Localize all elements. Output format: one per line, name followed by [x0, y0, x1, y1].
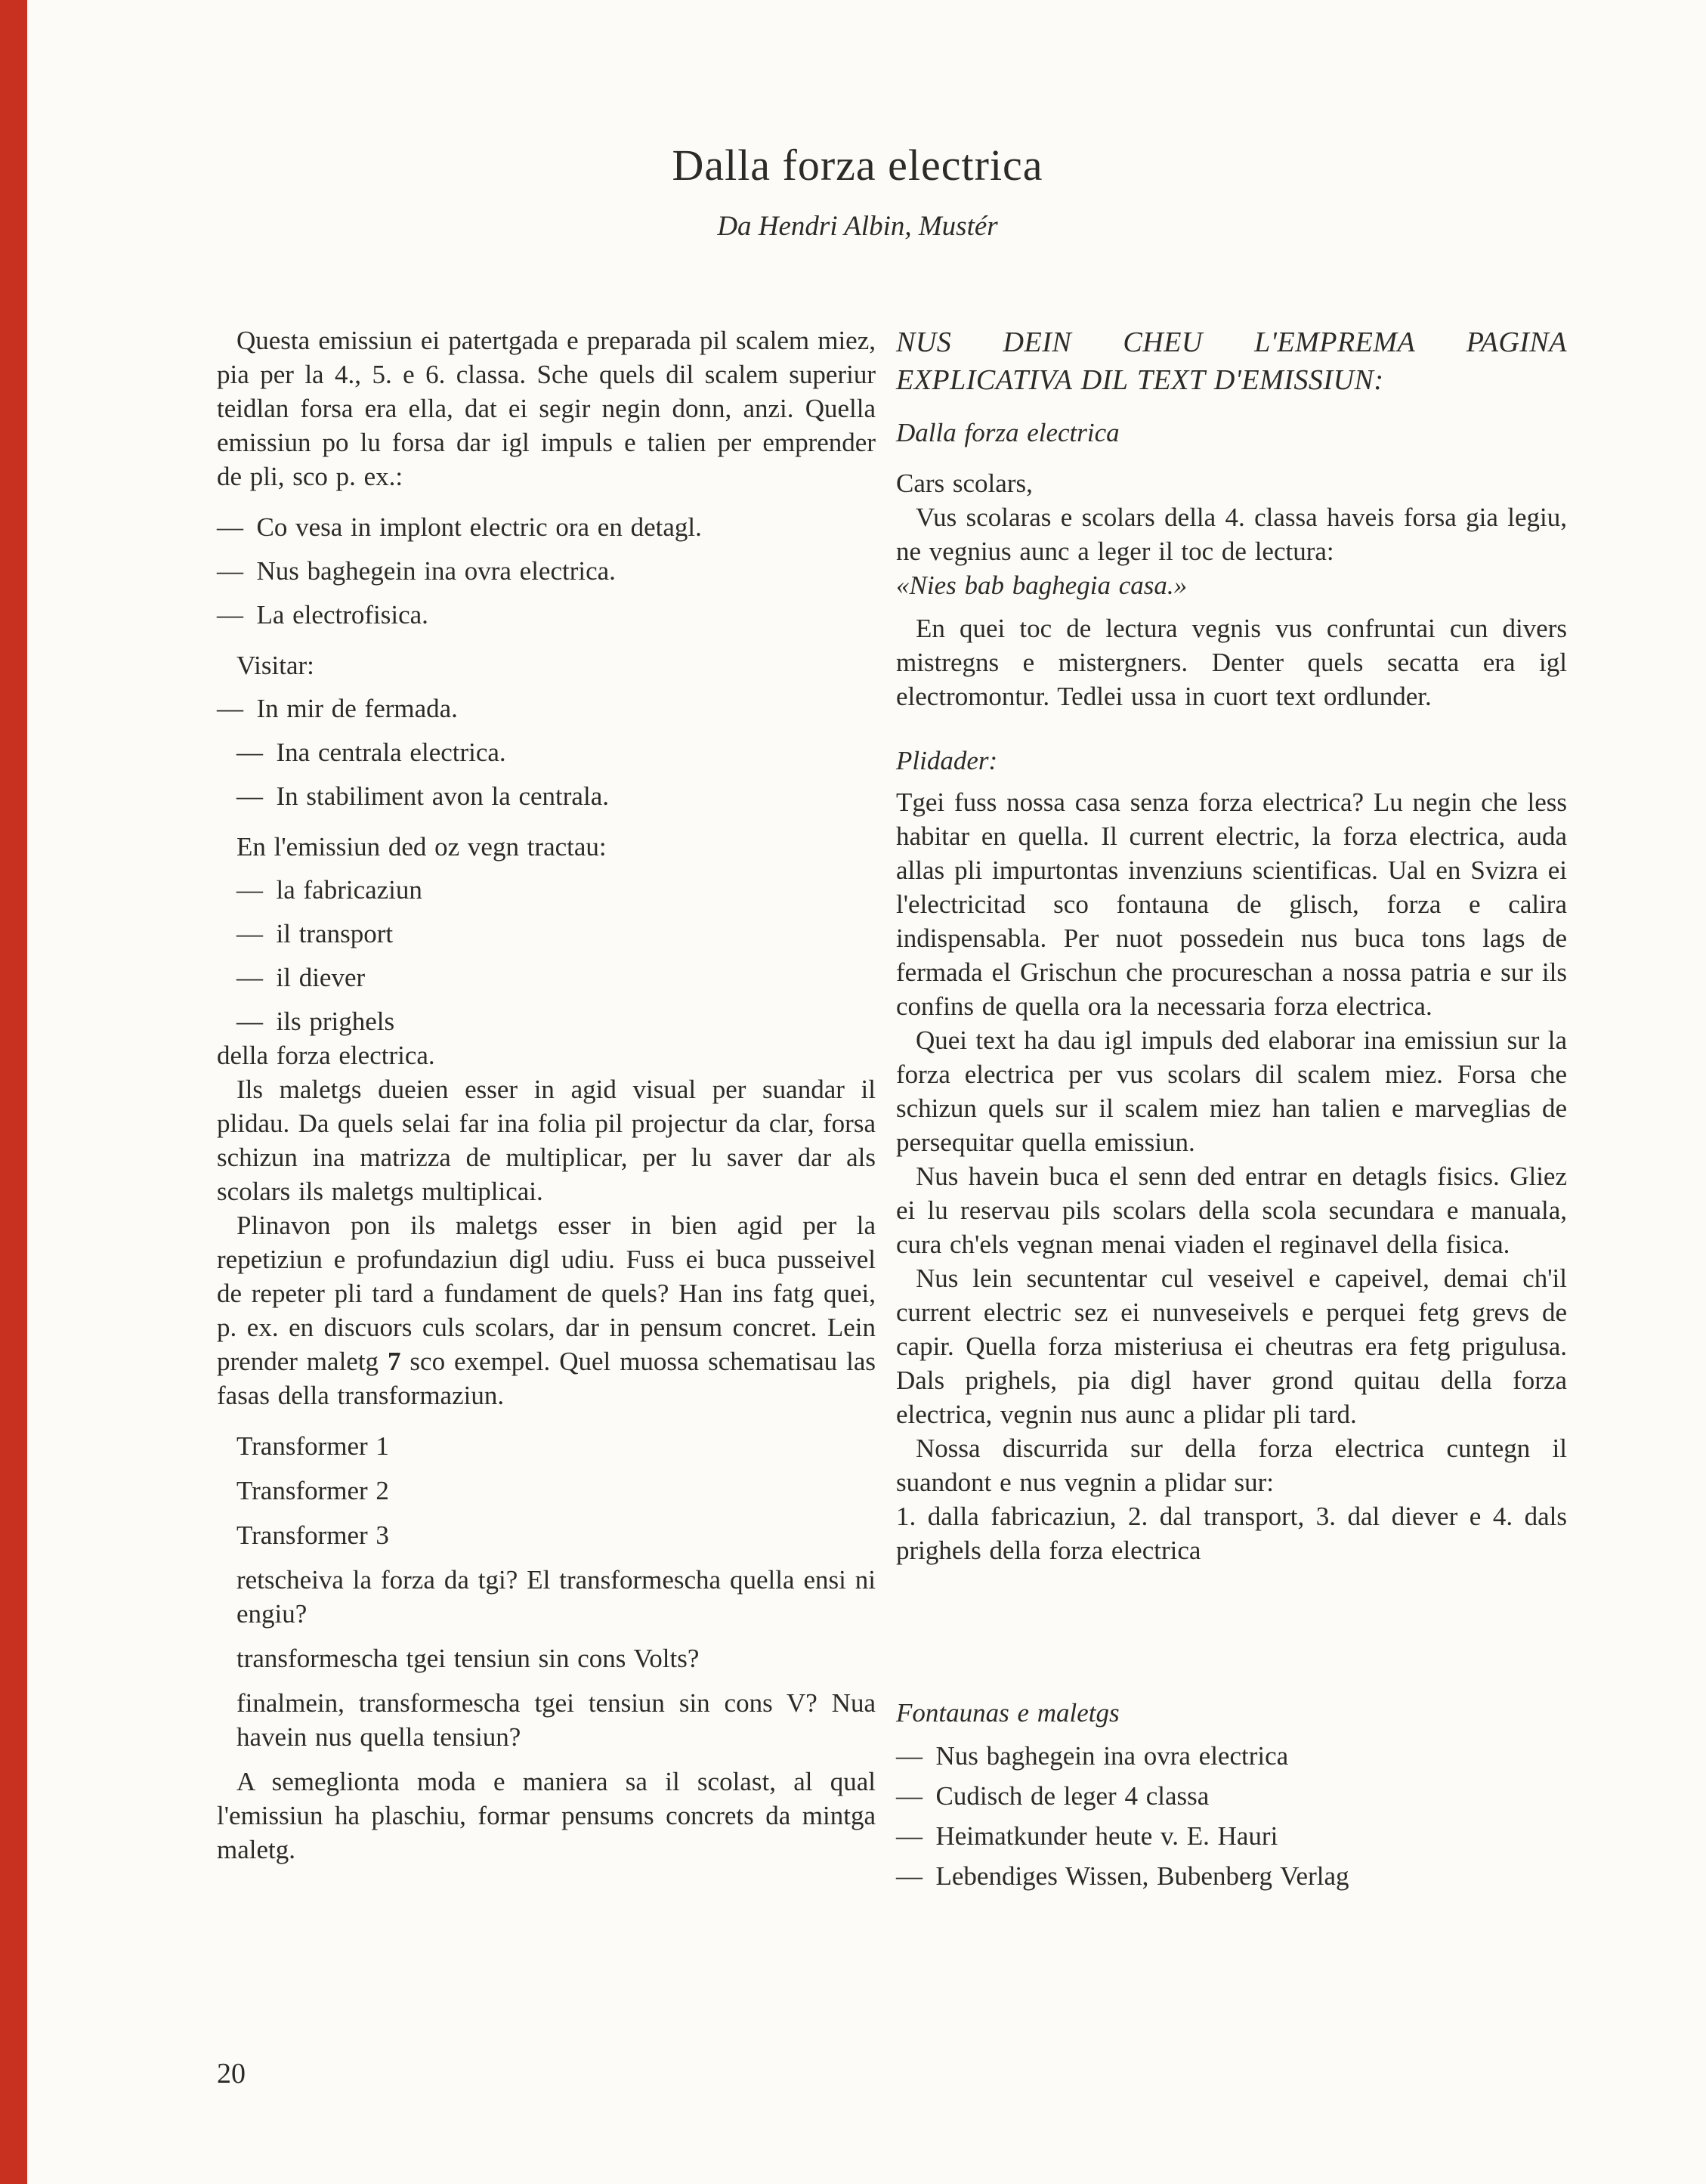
text-run: Transformer 1: [236, 1431, 389, 1461]
text-run: Fontaunas e maletgs: [896, 1698, 1120, 1728]
text-run: — Nus baghegein ina ovra electrica: [896, 1741, 1289, 1771]
text-run: — Cudisch de leger 4 classa: [896, 1781, 1210, 1811]
dash-item: [236, 735, 876, 769]
text-run: Plidader:: [896, 746, 998, 775]
salutation: [896, 466, 1567, 500]
text-run: finalmein, transformescha tgei tensiun sin cons V? Nua havein nus quella tensiun?: [236, 1688, 876, 1752]
source-item: [896, 1819, 1567, 1853]
list-transformer: [236, 1518, 876, 1552]
text-run: sco exempel. Quel muossa schematisau las fasas della transformaziun.: [217, 1347, 876, 1410]
paragraph: [217, 1208, 876, 1412]
text-run: 1. dalla fabricaziun, 2. dal transport, 3. dal diever e 4. dals prighels della forza electrica: [896, 1502, 1567, 1565]
text-run: Visitar:: [236, 651, 314, 680]
text-run: «Nies bab baghegia casa.»: [896, 571, 1188, 600]
subheading-italic: [896, 1696, 1567, 1730]
subheading-visitar: [236, 648, 876, 682]
continuation-line: [217, 1038, 876, 1072]
list-transformer: [236, 1429, 876, 1463]
text-run: — la fabricaziun: [236, 875, 422, 905]
text-run: Nossa discurrida sur della forza electrica cuntegn il suandont e nus vegnin a plidar sur:: [896, 1434, 1567, 1497]
text-run: Transformer 3: [236, 1520, 389, 1550]
text-run: retscheiva la forza da tgi? El transformescha quella ensi ni engiu?: [236, 1565, 876, 1629]
page-header: [0, 141, 1706, 243]
dash-item: [217, 691, 876, 725]
text-run: Cars scolars,: [896, 469, 1033, 498]
text-run: — Co vesa in implont electric ora en detagl.: [217, 512, 702, 542]
text-run: Quei text ha dau igl impuls ded elaborar ina emissiun sur la forza electrica per vus scolars dil scalem miez. Forsa che schizun quels sur il scalem miez han talien e marveglias de persequitar quella emissiun.: [896, 1025, 1567, 1157]
text-run: Questa emissiun ei patertgada e preparada pil scalem miez, pia per la 4., 5. e 6. classa. Sche quels dil scalem superiur teidlan forsa era ella, dat ei segir negin donn, anzi. Quella emissiun po lu forsa dar igl impuls e talien per emprender de pli, sco p. ex.:: [217, 326, 876, 491]
text-run: — Ina centrala electrica.: [236, 738, 506, 767]
question-block: [236, 1641, 876, 1675]
text-run: — il diever: [236, 963, 366, 992]
text-run: — La electrofisica.: [217, 600, 428, 630]
page-number: 20: [217, 2058, 246, 2090]
dash-item: [236, 1004, 876, 1038]
text-run: della forza electrica.: [217, 1041, 435, 1070]
text-run: — Heimatkunder heute v. E. Hauri: [896, 1821, 1278, 1851]
text-run: Vus scolaras e scolars della 4. classa haveis forsa gia legiu, ne vegnius aunc a leger il toc de lectura:: [896, 503, 1567, 566]
text-run: — il transport: [236, 919, 394, 948]
page-title: Dalla forza electrica: [672, 141, 1043, 190]
dash-item: [217, 510, 876, 544]
byline: Da Hendri Albin, Mustér: [717, 211, 998, 242]
source-item: [896, 1859, 1567, 1893]
paragraph: [896, 785, 1567, 1023]
paragraph: [896, 500, 1567, 568]
text-run: — ils prighels: [236, 1007, 395, 1036]
text-run: — In mir de fermada.: [217, 694, 458, 723]
numbered-summary: [896, 1499, 1567, 1567]
cover-edge-stripe: [0, 0, 27, 2184]
left-column: [217, 323, 876, 1867]
paragraph: [896, 1261, 1567, 1431]
source-item: [896, 1779, 1567, 1813]
dash-item: [236, 779, 876, 813]
text-run: — Lebendiges Wissen, Bubenberg Verlag: [896, 1861, 1349, 1891]
text-run: A semeglionta moda e maniera sa il scolast, al qual l'emissiun ha plaschiu, formar pensums concrets da mintga maletg.: [217, 1767, 876, 1864]
text-run: — In stabiliment avon la centrala.: [236, 781, 609, 811]
dash-item: [217, 598, 876, 632]
paragraph: [896, 1159, 1567, 1261]
quote-line: [896, 568, 1567, 602]
text-run: Tgei fuss nossa casa senza forza electrica? Lu negin che less habitar en quella. Il current electric, la forza electrica, auda allas pli impurtontas invenziuns scientificas. Ual en Svizra ei l'electricitad sco fontauna de glisch, forza e calira indispensabla. Per nuot possedein nus buca tons lags de fermada el Grischun che procureschan a nossa patria e sur ils confins de quella ora la necessaria forza electrica.: [896, 787, 1567, 1021]
text-run: Ils maletgs dueien esser in agid visual per suandar il plidau. Da quels selai far ina folia pil projectur da clar, forsa schizun ina matrizza de multiplicar, per lu saver dar als scolars ils maletgs multiplicai.: [217, 1075, 876, 1206]
dash-item: [236, 917, 876, 951]
text-run: En quei toc de lectura vegnis vus confruntai cun divers mistregns e mistergners. Denter quels secatta era igl electromontur. Tedlei ussa in cuort text ordlunder.: [896, 614, 1567, 711]
subheading-emissiun: [236, 830, 876, 864]
text-run: — Nus baghegein ina ovra electrica.: [217, 556, 616, 586]
text-run: Dalla forza electrica: [896, 418, 1120, 447]
text-run: transformescha tgei tensiun sin cons Volts?: [236, 1644, 700, 1673]
intro-paragraph: [217, 323, 876, 493]
text-run: NUS DEIN CHEU L'EMPREMA PAGINA EXPLICATIVA DIL TEXT D'EMISSIUN:: [896, 326, 1567, 396]
paragraph: [217, 1072, 876, 1208]
question-block: [236, 1686, 876, 1754]
subheading-italic: [896, 416, 1567, 450]
closing-paragraph: [217, 1765, 876, 1867]
text-run: Plinavon pon ils maletgs esser in bien agid per la repetiziun e profundaziun digl udiu. Fuss ei buca pusseivel de repeter pli tard a fundament de quels? Han ins fatg quei, p. ex. en discuors culs scolars, dar in pensum concret. Lein prender maletg: [217, 1211, 876, 1376]
text-run: Transformer 2: [236, 1476, 389, 1505]
subheading-italic: [896, 744, 1567, 778]
section-heading-caps: [896, 323, 1567, 399]
list-transformer: [236, 1474, 876, 1508]
dash-item: [217, 554, 876, 588]
text-run: Nus havein buca el senn ded entrar en detagls fisics. Gliez ei lu reservau pils scolars della scola secundara e manuala, cura ch'els vegnan menai viaden el reginavel della fisica.: [896, 1162, 1567, 1259]
dash-item: [236, 873, 876, 907]
source-item: [896, 1739, 1567, 1773]
paragraph: [896, 1431, 1567, 1499]
text-run: Nus lein secuntentar cul veseivel e capeivel, demai ch'il current electric sez ei nunveseivels e perquei fetg grevs de capir. Quella forza misteriusa ei cheutras era fetg prigulusa. Dals prighels, pia digl haver grond quitau della forza electrica, vegnin nus aunc a plidar pli tard.: [896, 1264, 1567, 1429]
text-run: En l'emissiun ded oz vegn tractau:: [236, 832, 607, 862]
paragraph: [896, 1023, 1567, 1159]
paragraph: [896, 611, 1567, 713]
question-block: [236, 1563, 876, 1631]
right-column: [896, 323, 1567, 1899]
dash-item: [236, 961, 876, 995]
text-run: 7: [387, 1347, 401, 1376]
